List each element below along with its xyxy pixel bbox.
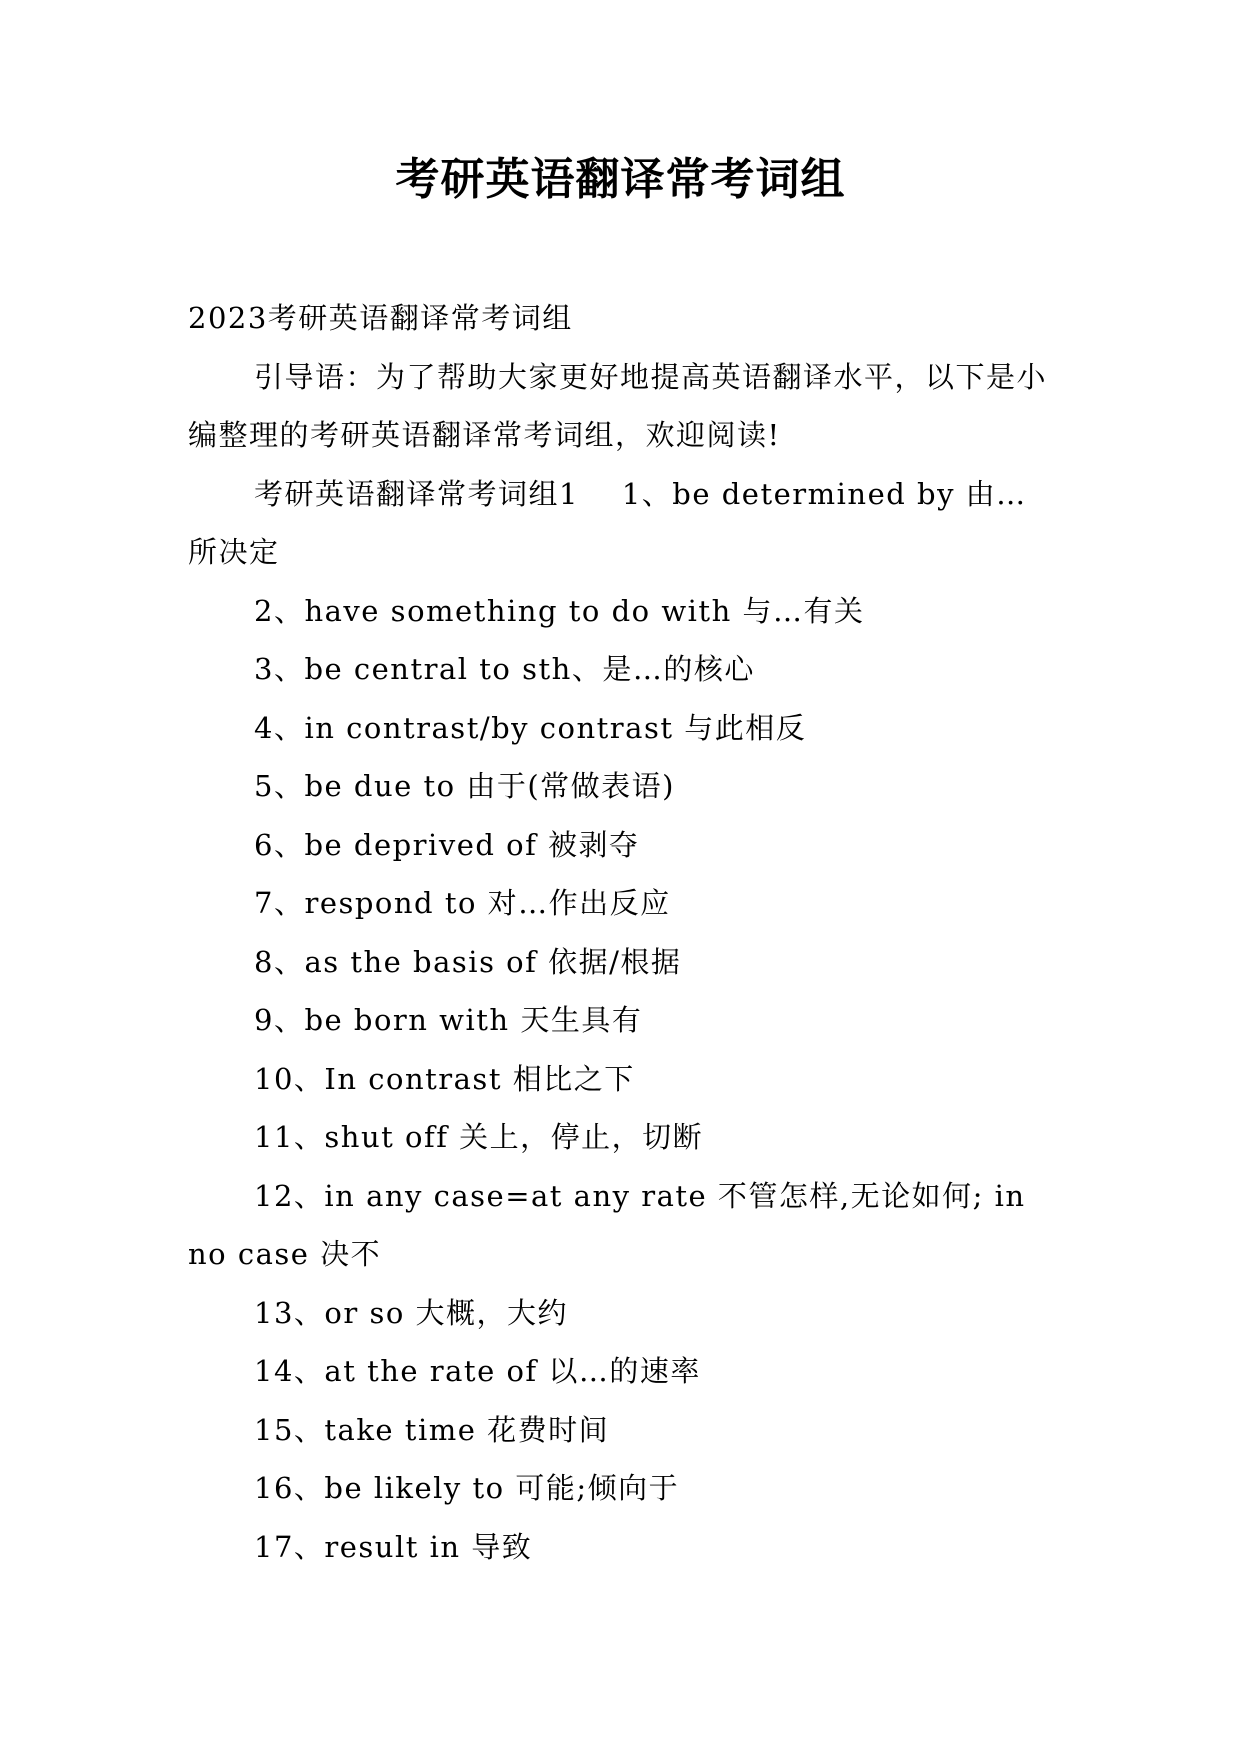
phrase-item: 7、respond to 对…作出反应 [254,886,671,920]
phrase-item: 11、shut off 关上，停止，切断 [254,1120,704,1154]
intro-paragraph: 引导语：为了帮助大家更好地提高英语翻译水平，以下是小编整理的考研英语翻译常考词组，欢迎阅读! [188,359,1048,452]
phrase-item: 14、at the rate of 以…的速率 [254,1354,701,1388]
document-title: 考研英语翻译常考词组 [395,154,846,205]
phrase-item: 13、or so 大概，大约 [254,1295,569,1330]
heading-line: 2023考研英语翻译常考词组 [188,301,573,335]
phrase-item: 4、in contrast/by contrast 与此相反 [254,710,807,745]
phrase-item: 6、be deprived of 被剥夺 [254,827,640,862]
phrase-item: 16、be likely to 可能;倾向于 [254,1471,680,1505]
phrase-item: 15、take time 花费时间 [254,1412,610,1447]
phrase-item: 8、as the basis of 依据/根据 [254,944,682,979]
phrase-item: 3、be central to sth、是…的核心 [254,652,755,686]
phrase-item: 2、have something to do with 与…有关 [254,593,865,628]
phrase-item: 5、be due to 由于(常做表语) [254,769,675,803]
phrase-item: 10、In contrast 相比之下 [254,1061,635,1096]
phrase-item: 12、in any case=at any rate 不管怎样,无论如何; in no case 决不 [188,1178,1037,1271]
phrase-item: 17、result in 导致 [254,1529,533,1564]
phrase-item: 9、be born with 天生具有 [254,1003,643,1037]
section-line: 考研英语翻译常考词组1 1、be determined by 由…所决定 [188,476,1027,569]
document-body [188,289,1053,1576]
